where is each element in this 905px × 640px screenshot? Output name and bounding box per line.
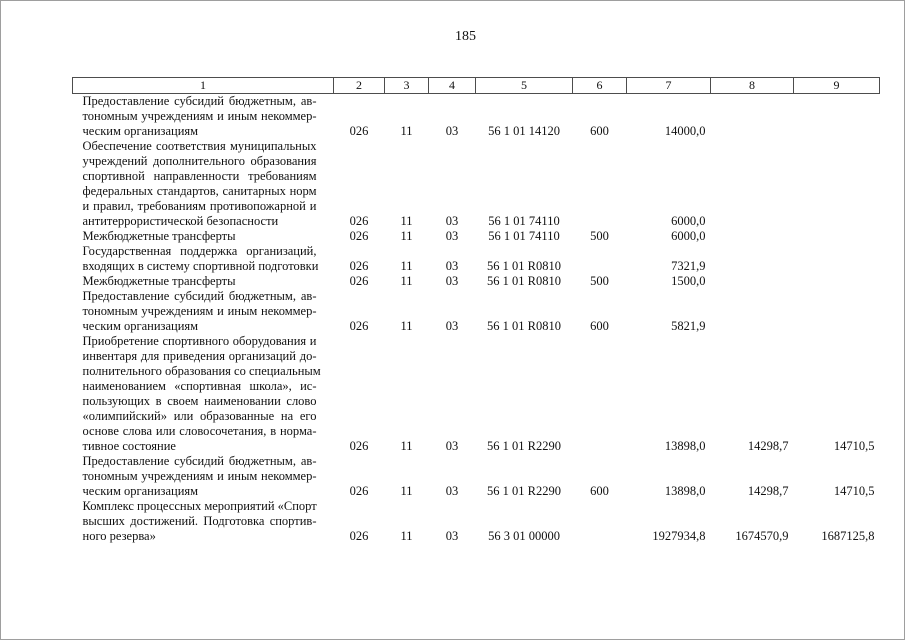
- cell-col7: 13898,0: [664, 439, 706, 453]
- description-line: Межбюджетные трансферты: [82, 229, 236, 243]
- cell-col5: 56 1 01 R0810: [487, 319, 561, 333]
- cell-col9: 1687125,8: [821, 529, 875, 543]
- row-description: [73, 244, 334, 274]
- cell-col9: [794, 229, 880, 244]
- cell-col3: 11: [400, 484, 413, 498]
- description-line: инвентаря для приведения организаций до-: [82, 349, 317, 363]
- cell-col2: 026: [349, 229, 369, 243]
- cell-col8: [711, 94, 794, 140]
- table-row: [73, 229, 880, 244]
- page-number: 185: [455, 29, 476, 44]
- description-line: и правил, требованиям противопожарной и: [82, 199, 317, 213]
- cell-col6: [573, 139, 627, 229]
- row-description: [73, 139, 334, 229]
- header-cell-col2: 2: [334, 78, 385, 94]
- table-row: [73, 274, 880, 289]
- cell-col2: 026: [349, 274, 369, 288]
- cell-col3: 11: [400, 124, 413, 138]
- cell-col4: 03: [445, 319, 459, 333]
- table-header: [73, 78, 880, 94]
- cell-col3: 11: [400, 259, 413, 273]
- cell-col7: 14000,0: [664, 124, 706, 138]
- description-line: Предоставление субсидий бюджетным, ав-: [82, 94, 317, 108]
- cell-col5: 56 1 01 14120: [488, 124, 560, 138]
- description-line: ческим организациям: [82, 319, 199, 333]
- cell-col3: 11: [400, 439, 413, 453]
- cell-col8: [711, 289, 794, 334]
- cell-col6: [573, 499, 627, 544]
- cell-col6: 600: [590, 319, 609, 333]
- description-line: тивное состояние: [82, 439, 176, 453]
- cell-col4: 03: [445, 439, 459, 453]
- description-line: тономным учреждениям и иным некоммер-: [82, 109, 317, 123]
- cell-col7: 13898,0: [664, 484, 706, 498]
- cell-col2: 026: [349, 319, 369, 333]
- description-line: Предоставление субсидий бюджетным, ав-: [82, 289, 317, 303]
- cell-col4: 03: [445, 214, 459, 228]
- row-description: [73, 334, 334, 454]
- cell-col5: 56 3 01 00000: [488, 529, 560, 543]
- cell-col6: 600: [590, 484, 609, 498]
- row-description: [73, 229, 334, 244]
- description-line: Приобретение спортивного оборудования и: [82, 334, 317, 348]
- description-line: ческим организациям: [82, 484, 199, 498]
- description-line: наименованием «спортивная школа», ис-: [82, 379, 317, 393]
- header-cell-col7: 7: [627, 78, 711, 94]
- description-line: федеральных стандартов, санитарных норм: [82, 184, 317, 198]
- table-row: [73, 289, 880, 334]
- description-line: ного резерва»: [82, 529, 156, 543]
- cell-col2: 026: [349, 439, 369, 453]
- cell-col8: 14298,7: [747, 484, 789, 498]
- description-line: полнительного образования со специальным: [82, 364, 321, 378]
- table-body: [73, 94, 880, 545]
- header-cell-col5: 5: [476, 78, 573, 94]
- row-description: [73, 274, 334, 289]
- table-row: [73, 499, 880, 544]
- header-cell-col1: 1: [73, 78, 334, 94]
- cell-col2: 026: [349, 214, 369, 228]
- description-line: основе слова или словосочетания, в норма-: [82, 424, 317, 438]
- table-row: [73, 94, 880, 140]
- table-header-row: [73, 78, 880, 94]
- cell-col3: 11: [400, 529, 413, 543]
- cell-col7: 5821,9: [671, 319, 706, 333]
- cell-col6: [573, 244, 627, 274]
- table-row: [73, 334, 880, 454]
- cell-col2: 026: [349, 529, 369, 543]
- header-cell-col4: 4: [429, 78, 476, 94]
- cell-col4: 03: [445, 259, 459, 273]
- row-description: [73, 289, 334, 334]
- cell-col5: 56 1 01 74110: [488, 214, 560, 228]
- description-line: ческим организациям: [82, 124, 199, 138]
- header-cell-col6: 6: [573, 78, 627, 94]
- header-cell-col3: 3: [385, 78, 429, 94]
- cell-col9: [794, 139, 880, 229]
- description-line: Государственная поддержка организаций,: [82, 244, 317, 258]
- cell-col2: 026: [349, 124, 369, 138]
- description-line: «олимпийский» или образованные на его: [82, 409, 317, 423]
- cell-col4: 03: [445, 529, 459, 543]
- description-line: входящих в систему спортивной подготовки: [82, 259, 319, 273]
- cell-col6: 600: [590, 124, 609, 138]
- cell-col8: 1674570,9: [735, 529, 789, 543]
- cell-col8: 14298,7: [747, 439, 789, 453]
- cell-col4: 03: [445, 229, 459, 243]
- row-description: [73, 499, 334, 544]
- cell-col3: 11: [400, 229, 413, 243]
- budget-table: [72, 77, 880, 544]
- description-line: тономным учреждениям и иным некоммер-: [82, 304, 317, 318]
- cell-col6: 500: [590, 229, 609, 243]
- cell-col3: 11: [400, 214, 413, 228]
- cell-col5: 56 1 01 R2290: [487, 439, 561, 453]
- table-row: [73, 454, 880, 499]
- cell-col9: 14710,5: [833, 439, 875, 453]
- description-line: пользующих в своем наименовании слово: [82, 394, 317, 408]
- description-line: антитеррористической безопасности: [82, 214, 279, 228]
- cell-col9: [794, 274, 880, 289]
- cell-col9: [794, 244, 880, 274]
- table-row: [73, 139, 880, 229]
- cell-col7: 7321,9: [671, 259, 706, 273]
- cell-col3: 11: [400, 319, 413, 333]
- row-description: [73, 454, 334, 499]
- cell-col4: 03: [445, 124, 459, 138]
- description-line: Обеспечение соответствия муниципальных: [82, 139, 317, 153]
- cell-col9: [794, 94, 880, 140]
- cell-col5: 56 1 01 R0810: [487, 259, 561, 273]
- cell-col7: 1927934,8: [652, 529, 706, 543]
- cell-col9: [794, 289, 880, 334]
- cell-col8: [711, 244, 794, 274]
- table-row: [73, 244, 880, 274]
- cell-col4: 03: [445, 484, 459, 498]
- cell-col8: [711, 229, 794, 244]
- row-description: [73, 94, 334, 140]
- cell-col5: 56 1 01 R2290: [487, 484, 561, 498]
- description-line: тономным учреждениям и иным некоммер-: [82, 469, 317, 483]
- cell-col4: 03: [445, 274, 459, 288]
- description-line: Комплекс процессных мероприятий «Спорт: [82, 499, 317, 513]
- cell-col9: 14710,5: [833, 484, 875, 498]
- cell-col2: 026: [349, 259, 369, 273]
- cell-col7: 6000,0: [671, 214, 706, 228]
- cell-col2: 026: [349, 484, 369, 498]
- header-cell-col9: 9: [794, 78, 880, 94]
- cell-col6: 500: [590, 274, 609, 288]
- cell-col5: 56 1 01 74110: [488, 229, 560, 243]
- description-line: Предоставление субсидий бюджетным, ав-: [82, 454, 317, 468]
- cell-col7: 6000,0: [671, 229, 706, 243]
- cell-col8: [711, 139, 794, 229]
- description-line: учреждений дополнительного образования: [82, 154, 317, 168]
- description-line: спортивной направленности требованиям: [82, 169, 317, 183]
- cell-col5: 56 1 01 R0810: [487, 274, 561, 288]
- cell-col8: [711, 274, 794, 289]
- cell-col6: [573, 334, 627, 454]
- cell-col3: 11: [400, 274, 413, 288]
- description-line: Межбюджетные трансферты: [82, 274, 236, 288]
- header-cell-col8: 8: [711, 78, 794, 94]
- description-line: высших достижений. Подготовка спортив-: [82, 514, 317, 528]
- cell-col7: 1500,0: [671, 274, 706, 288]
